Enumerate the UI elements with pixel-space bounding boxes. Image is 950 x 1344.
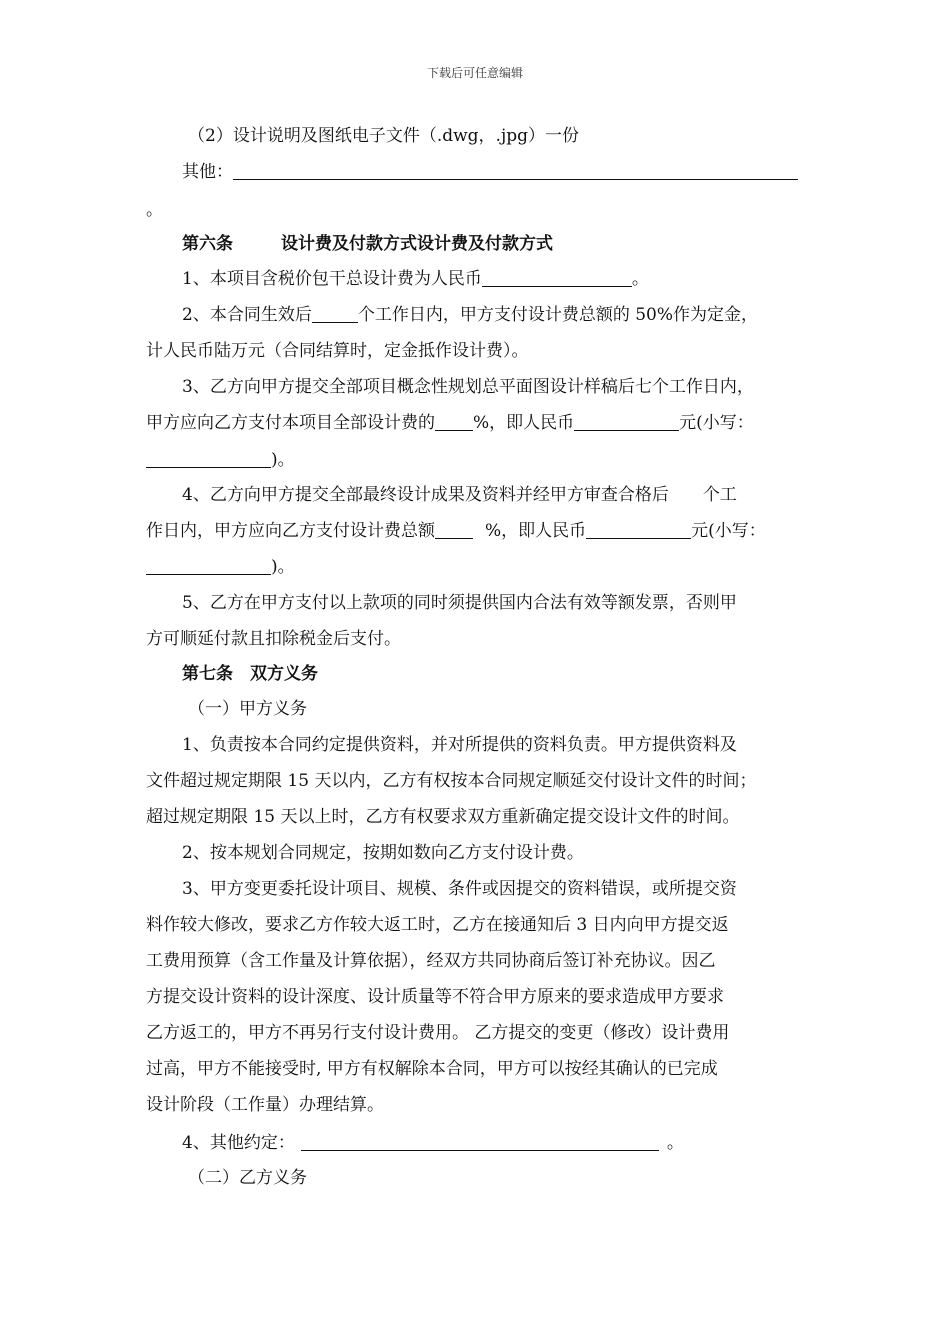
blank-underline xyxy=(233,161,798,180)
text-line: 方可顺延付款且扣除税金后支付。 xyxy=(146,629,401,649)
text-span: 甲方应向乙方支付本项目全部设计费的 xyxy=(146,413,435,433)
page-header: 下载后可任意编辑 xyxy=(426,66,523,80)
section-heading: 第七条 双方义务 xyxy=(182,664,318,684)
blank-underline xyxy=(146,556,271,575)
section-heading xyxy=(182,232,862,256)
text-line xyxy=(182,303,862,327)
subsection-heading: （一）甲方义务 xyxy=(188,699,307,719)
text-line: 1、负责按本合同约定提供资料，并对所提供的资料负责。甲方提供资料及 xyxy=(182,735,737,755)
text-line xyxy=(182,483,862,507)
blank-underline xyxy=(435,412,473,431)
text-line: 工费用预算（含工作量及计算依据），经双方共同协商后签订补充协议。因乙 xyxy=(146,951,716,971)
label-other: 其他： xyxy=(182,162,233,182)
text-line: 料作较大修改，要求乙方作较大返工时，乙方在接通知后 3 日内向甲方提交返 xyxy=(146,915,729,935)
text-line xyxy=(146,519,826,543)
text-line: 2、按本规划合同规定，按期如数向乙方支付设计费。 xyxy=(182,843,584,863)
text-span: %，即人民币 xyxy=(473,413,575,433)
blank-underline xyxy=(301,1132,659,1151)
blank-underline xyxy=(586,520,691,539)
text-line xyxy=(146,411,826,435)
text-line: 。 xyxy=(146,200,163,220)
text-span: 。 xyxy=(631,269,649,289)
text-span: 2、本合同生效后 xyxy=(182,305,312,325)
text-span: 作日内，甲方应向乙方支付设计费总额 xyxy=(146,521,435,541)
text-line: 计人民币陆万元（合同结算时，定金抵作设计费）。 xyxy=(146,341,529,361)
text-line xyxy=(182,267,862,291)
article-number: 第六条 xyxy=(182,234,233,254)
text-span: %，即人民币 xyxy=(485,521,587,541)
text-span: 。 xyxy=(666,1133,684,1153)
blank-underline xyxy=(574,412,679,431)
text-line: 乙方返工的，甲方不再另行支付设计费用。 乙方提交的变更（修改）设计费用 xyxy=(146,1023,730,1043)
text-line: 3、乙方向甲方提交全部项目概念性规划总平面图设计样稿后七个工作日内， xyxy=(182,377,754,397)
text-span: 4、乙方向甲方提交全部最终设计成果及资料并经甲方审查合格后 xyxy=(182,485,669,505)
text-span: 个工 xyxy=(702,485,737,505)
text-line xyxy=(146,448,826,472)
text-line: 5、乙方在甲方支付以上款项的同时须提供国内合法有效等额发票，否则甲 xyxy=(182,593,737,613)
text-span: 元(小写： xyxy=(691,521,766,541)
text-span: )。 xyxy=(271,557,295,577)
text-line: 3、甲方变更委托设计项目、规模、条件或因提交的资料错误，或所提交资 xyxy=(182,879,737,899)
text-line: 文件超过规定期限 15 天以内，乙方有权按本合同规定顺延交付设计文件的时间； xyxy=(146,771,757,791)
text-line xyxy=(146,555,826,579)
text-line: 超过规定期限 15 天以上时，乙方有权要求双方重新确定提交设计文件的时间。 xyxy=(146,807,740,827)
text-line xyxy=(182,160,862,184)
text-span: 4、其他约定： xyxy=(182,1133,295,1153)
text-line: 过高，甲方不能接受时, 甲方有权解除本合同，甲方可以按经其确认的已完成 xyxy=(146,1059,718,1079)
text-span: 元(小写： xyxy=(679,413,754,433)
text-span: 1、本项目含税价包干总设计费为人民币 xyxy=(182,269,482,289)
blank-underline xyxy=(146,449,271,468)
subsection-heading: （二）乙方义务 xyxy=(188,1168,307,1188)
text-span: 个工作日内，甲方支付设计费总额的 50%作为定金， xyxy=(357,305,759,325)
article-title: 设计费及付款方式设计费及付款方式 xyxy=(281,234,553,254)
blank-underline xyxy=(312,304,358,323)
blank-underline xyxy=(435,520,473,539)
blank-underline xyxy=(482,268,632,287)
text-span: )。 xyxy=(271,450,295,470)
text-line: （2）设计说明及图纸电子文件（.dwg，.jpg）一份 xyxy=(188,126,579,146)
text-line xyxy=(182,1131,862,1155)
text-line: 方提交设计资料的设计深度、设计质量等不符合甲方原来的要求造成甲方要求 xyxy=(146,987,724,1007)
text-line: 设计阶段（工作量）办理结算。 xyxy=(146,1095,384,1115)
